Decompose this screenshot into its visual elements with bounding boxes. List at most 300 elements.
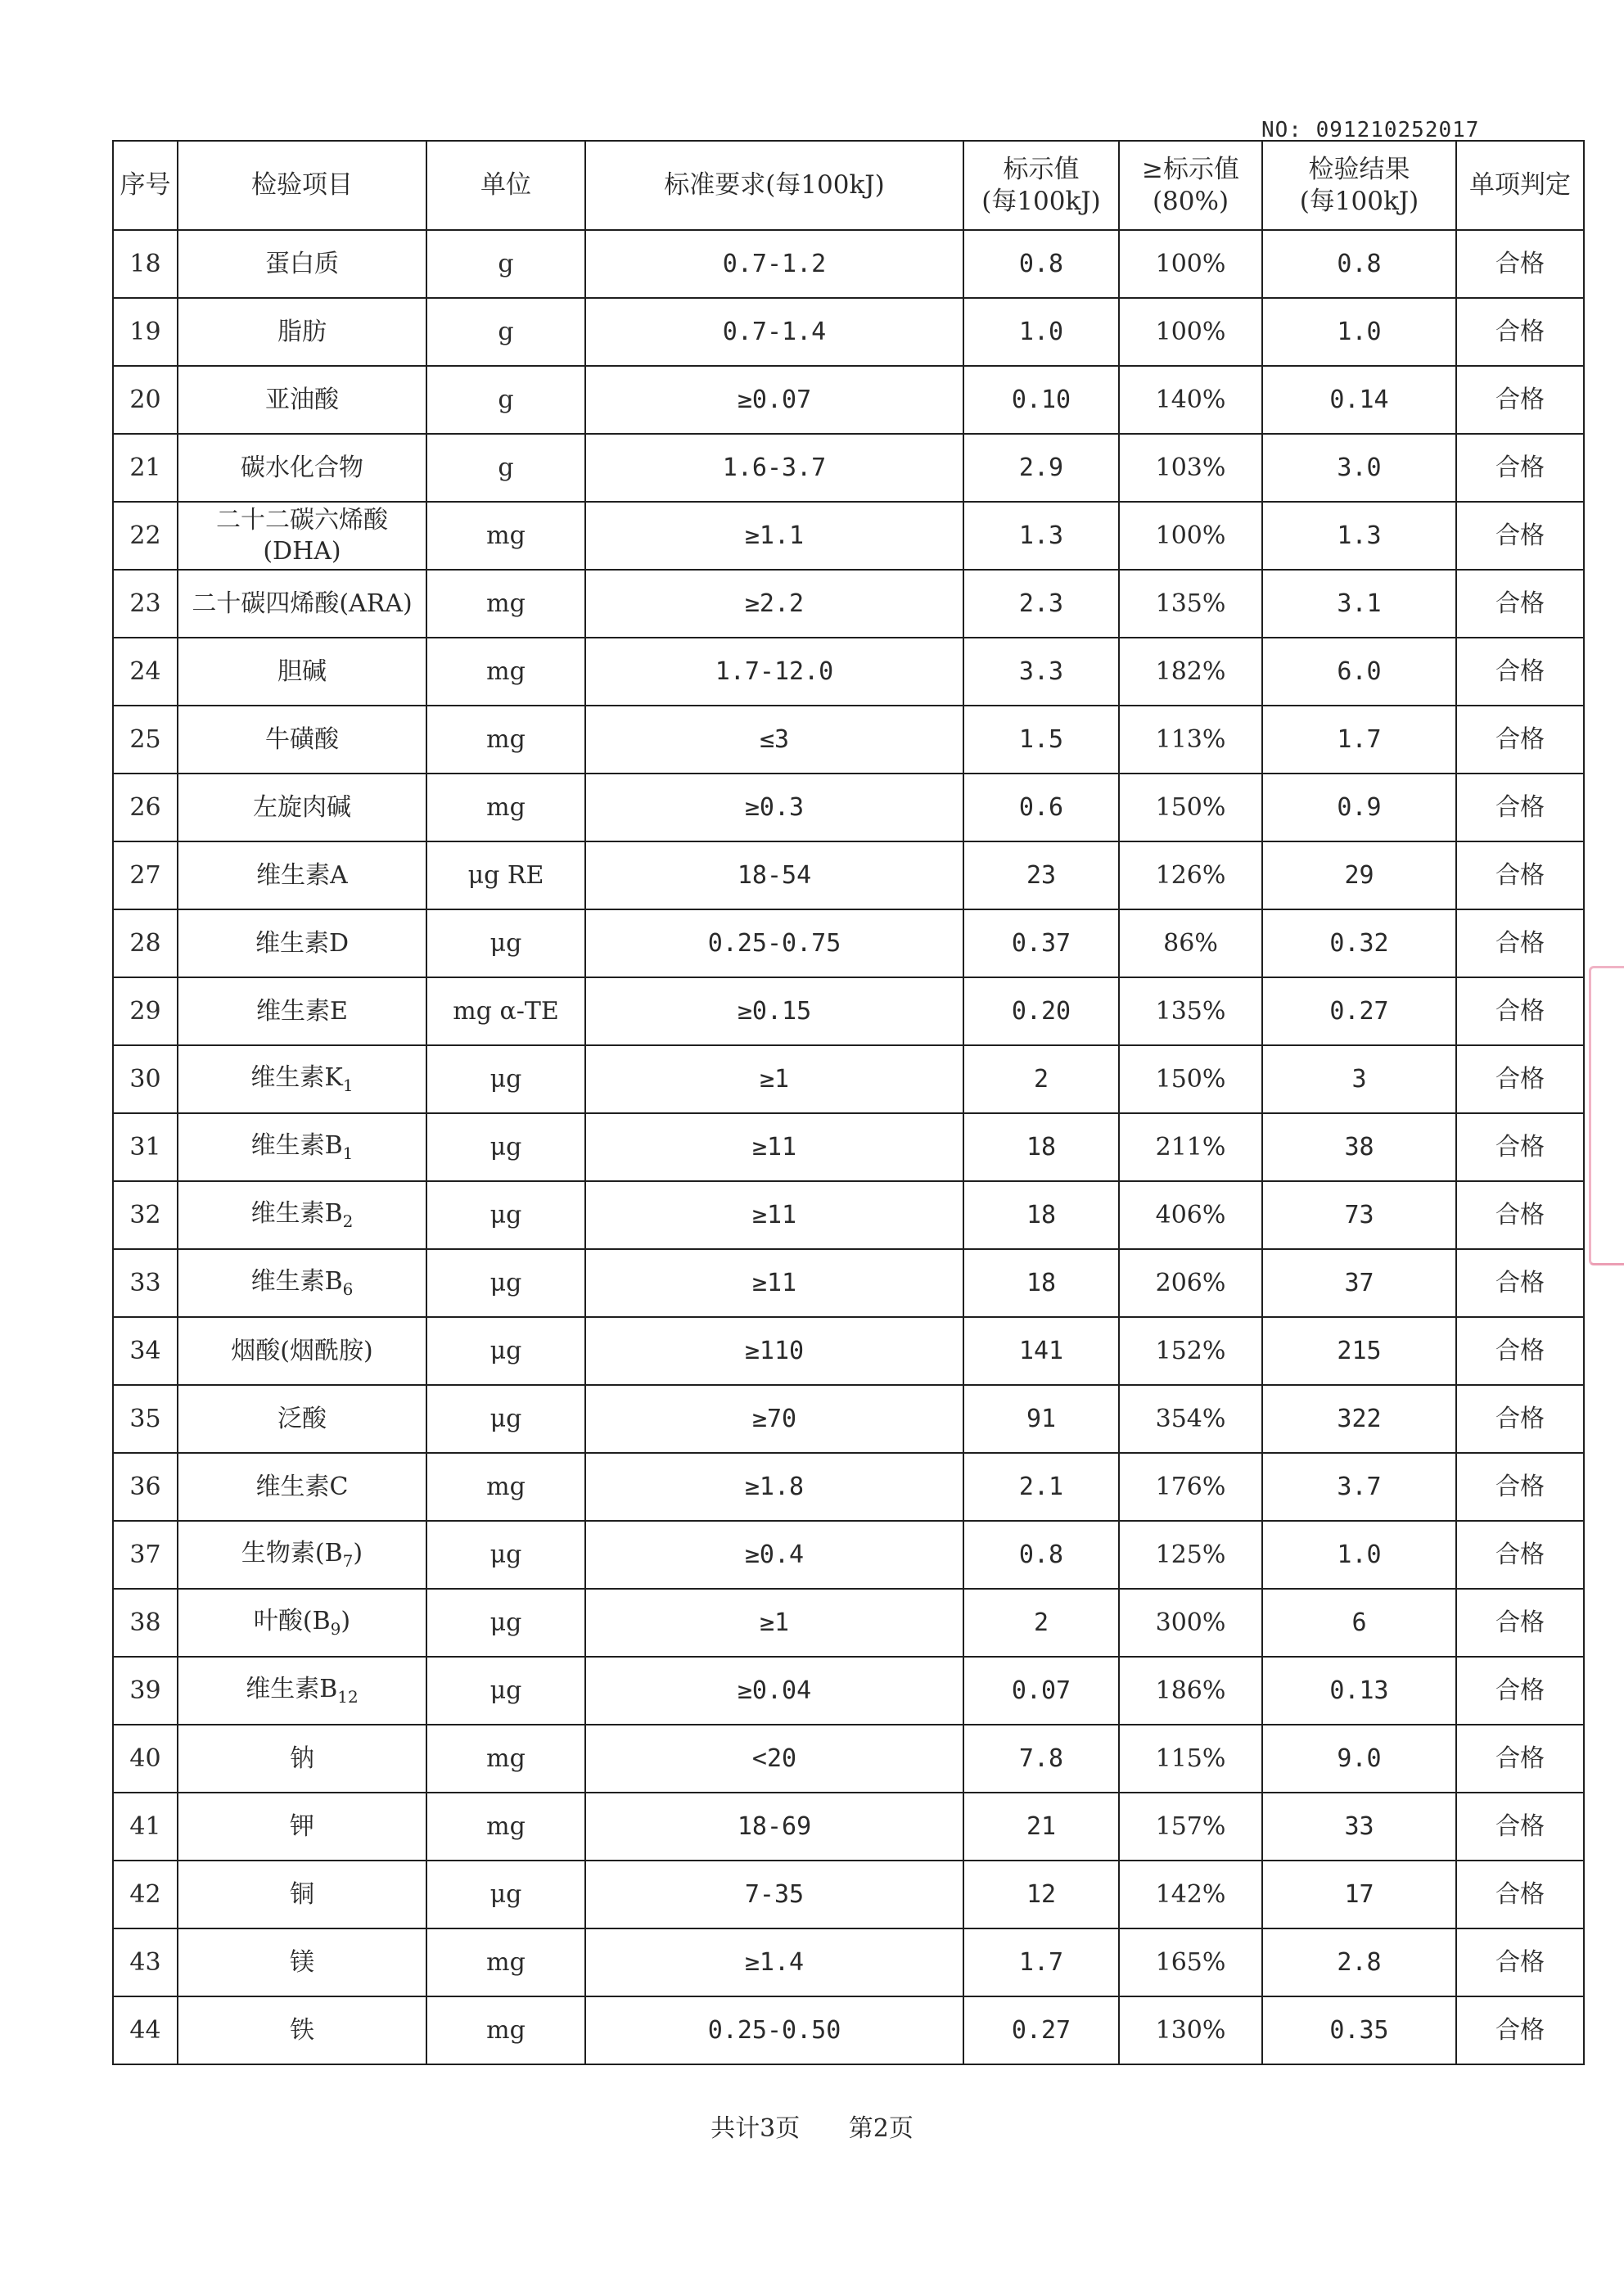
cell-percent: 211%: [1119, 1113, 1262, 1181]
item-name: 胆碱: [277, 656, 327, 686]
cell-labeled-value: 0.8: [963, 230, 1119, 298]
cell-no: 21: [113, 434, 178, 502]
table-row: [113, 1045, 1584, 1113]
cell-labeled-value: 23: [963, 841, 1119, 909]
cell-labeled-value: 0.07: [963, 1657, 1119, 1725]
cell-standard: 0.7-1.2: [585, 230, 963, 298]
cell-result: 0.27: [1262, 977, 1456, 1045]
cell-verdict: 合格: [1456, 774, 1584, 841]
cell-result: 0.14: [1262, 366, 1456, 434]
page-footer: [0, 2108, 1624, 2144]
item-name: 泛酸: [277, 1404, 327, 1433]
cell-item: [178, 841, 426, 909]
cell-no: 41: [113, 1793, 178, 1861]
cell-result: 17: [1262, 1861, 1456, 1928]
cell-verdict: 合格: [1456, 909, 1584, 977]
item-name: 叶酸(B: [253, 1607, 331, 1635]
cell-no: 36: [113, 1453, 178, 1521]
item-name: 生物素(B: [241, 1539, 343, 1568]
cell-unit: μg: [426, 1861, 585, 1928]
header-pct-line2: (80%): [1152, 186, 1229, 216]
cell-standard: ≤3: [585, 706, 963, 774]
table-row: [113, 1589, 1584, 1657]
header-unit: 单位: [426, 141, 585, 230]
table-row: [113, 1181, 1584, 1249]
cell-labeled-value: 0.10: [963, 366, 1119, 434]
table-row: [113, 434, 1584, 502]
cell-labeled-value: 3.3: [963, 638, 1119, 706]
cell-item: [178, 1317, 426, 1385]
cell-unit: μg RE: [426, 841, 585, 909]
table-row: [113, 570, 1584, 638]
cell-verdict: 合格: [1456, 1589, 1584, 1657]
item-name: 牛磺酸: [265, 724, 339, 754]
cell-standard: ≥0.3: [585, 774, 963, 841]
table-row: [113, 706, 1584, 774]
cell-result: 3: [1262, 1045, 1456, 1113]
cell-verdict: 合格: [1456, 1385, 1584, 1453]
cell-percent: 113%: [1119, 706, 1262, 774]
cell-result: 33: [1262, 1793, 1456, 1861]
header-verdict: 单项判定: [1456, 141, 1584, 230]
cell-no: 34: [113, 1317, 178, 1385]
table-row: [113, 1657, 1584, 1725]
cell-standard: 7-35: [585, 1861, 963, 1928]
table-row: [113, 638, 1584, 706]
cell-standard: 1.6-3.7: [585, 434, 963, 502]
cell-labeled-value: 2.1: [963, 1453, 1119, 1521]
cell-labeled-value: 7.8: [963, 1725, 1119, 1793]
header-pct-line1: ≥标示值: [1142, 154, 1239, 184]
cell-no: 32: [113, 1181, 178, 1249]
cell-labeled-value: 2.9: [963, 434, 1119, 502]
cell-no: 22: [113, 502, 178, 570]
cell-unit: mg: [426, 1793, 585, 1861]
cell-item: [178, 1996, 426, 2064]
cell-verdict: 合格: [1456, 1793, 1584, 1861]
table-row: [113, 1249, 1584, 1317]
cell-result: 0.9: [1262, 774, 1456, 841]
cell-labeled-value: 2: [963, 1589, 1119, 1657]
cell-standard: ≥11: [585, 1113, 963, 1181]
item-name: 烟酸(烟酰胺): [231, 1336, 373, 1365]
cell-percent: 150%: [1119, 1045, 1262, 1113]
cell-item: [178, 1589, 426, 1657]
cell-standard: ≥0.07: [585, 366, 963, 434]
item-name: 钾: [290, 1811, 314, 1841]
cell-result: 29: [1262, 841, 1456, 909]
cell-item: [178, 1249, 426, 1317]
cell-labeled-value: 1.0: [963, 298, 1119, 366]
cell-verdict: 合格: [1456, 1657, 1584, 1725]
cell-unit: μg: [426, 1045, 585, 1113]
cell-result: 37: [1262, 1249, 1456, 1317]
cell-labeled-value: 21: [963, 1793, 1119, 1861]
cell-verdict: 合格: [1456, 1725, 1584, 1793]
cell-unit: mg: [426, 774, 585, 841]
cell-item: [178, 774, 426, 841]
cell-percent: 142%: [1119, 1861, 1262, 1928]
cell-standard: 0.25-0.50: [585, 1996, 963, 2064]
cell-result: 322: [1262, 1385, 1456, 1453]
cell-standard: <20: [585, 1725, 963, 1793]
header-labeled-line1: 标示值: [1003, 154, 1080, 184]
item-name: 亚油酸: [265, 385, 339, 414]
item-name: 维生素E: [256, 996, 348, 1026]
cell-item: [178, 1045, 426, 1113]
cell-no: 43: [113, 1928, 178, 1996]
cell-no: 37: [113, 1521, 178, 1589]
cell-verdict: 合格: [1456, 1249, 1584, 1317]
cell-unit: μg: [426, 1249, 585, 1317]
cell-item: [178, 1928, 426, 1996]
table-row: [113, 1317, 1584, 1385]
table-row: [113, 1928, 1584, 1996]
cell-no: 26: [113, 774, 178, 841]
cell-no: 33: [113, 1249, 178, 1317]
cell-labeled-value: 1.3: [963, 502, 1119, 570]
cell-standard: ≥1.4: [585, 1928, 963, 1996]
cell-verdict: 合格: [1456, 1928, 1584, 1996]
cell-labeled-value: 0.20: [963, 977, 1119, 1045]
cell-item: [178, 1453, 426, 1521]
cell-standard: ≥0.04: [585, 1657, 963, 1725]
header-labeled-value: [963, 141, 1119, 230]
cell-no: 40: [113, 1725, 178, 1793]
table-row: [113, 502, 1584, 570]
cell-labeled-value: 141: [963, 1317, 1119, 1385]
cell-result: 73: [1262, 1181, 1456, 1249]
cell-item: [178, 909, 426, 977]
cell-item: [178, 366, 426, 434]
cell-verdict: 合格: [1456, 298, 1584, 366]
cell-item: [178, 1181, 426, 1249]
cell-percent: 152%: [1119, 1317, 1262, 1385]
cell-result: 1.3: [1262, 502, 1456, 570]
cell-percent: 300%: [1119, 1589, 1262, 1657]
item-name: 维生素B: [246, 1675, 338, 1703]
item-name: 二十二碳六烯酸: [216, 506, 388, 535]
cell-unit: mg: [426, 1996, 585, 2064]
cell-verdict: 合格: [1456, 366, 1584, 434]
cell-no: 20: [113, 366, 178, 434]
cell-item: [178, 1657, 426, 1725]
cell-labeled-value: 2.3: [963, 570, 1119, 638]
cell-labeled-value: 18: [963, 1181, 1119, 1249]
cell-percent: 130%: [1119, 1996, 1262, 2064]
cell-no: 24: [113, 638, 178, 706]
cell-standard: ≥110: [585, 1317, 963, 1385]
cell-unit: mg α-TE: [426, 977, 585, 1045]
table-row: [113, 1793, 1584, 1861]
cell-unit: μg: [426, 1385, 585, 1453]
item-name: 脂肪: [277, 317, 327, 346]
cell-standard: ≥11: [585, 1181, 963, 1249]
cell-verdict: 合格: [1456, 1861, 1584, 1928]
table-row: [113, 909, 1584, 977]
cell-item: [178, 1793, 426, 1861]
cell-labeled-value: 0.8: [963, 1521, 1119, 1589]
cell-result: 3.0: [1262, 434, 1456, 502]
cell-verdict: 合格: [1456, 841, 1584, 909]
cell-verdict: 合格: [1456, 638, 1584, 706]
item-subscript: 12: [337, 1687, 359, 1707]
cell-no: 35: [113, 1385, 178, 1453]
item-name: 维生素B: [250, 1199, 343, 1228]
cell-percent: 140%: [1119, 366, 1262, 434]
cell-verdict: 合格: [1456, 1996, 1584, 2064]
cell-percent: 157%: [1119, 1793, 1262, 1861]
cell-percent: 176%: [1119, 1453, 1262, 1521]
item-name: 碳水化合物: [241, 453, 363, 482]
cell-no: 28: [113, 909, 178, 977]
table-row: [113, 1521, 1584, 1589]
cell-verdict: 合格: [1456, 502, 1584, 570]
cell-item: [178, 298, 426, 366]
cell-labeled-value: 0.6: [963, 774, 1119, 841]
cell-percent: 125%: [1119, 1521, 1262, 1589]
cell-unit: mg: [426, 638, 585, 706]
header-result-line2: (每100kJ): [1299, 186, 1419, 216]
cell-no: 18: [113, 230, 178, 298]
cell-item: [178, 1725, 426, 1793]
cell-no: 42: [113, 1861, 178, 1928]
item-subscript: 2: [342, 1211, 354, 1231]
cell-no: 30: [113, 1045, 178, 1113]
table-row: [113, 366, 1584, 434]
cell-percent: 100%: [1119, 298, 1262, 366]
cell-percent: 115%: [1119, 1725, 1262, 1793]
table-row: [113, 1725, 1584, 1793]
cell-labeled-value: 18: [963, 1249, 1119, 1317]
cell-labeled-value: 91: [963, 1385, 1119, 1453]
cell-result: 9.0: [1262, 1725, 1456, 1793]
cell-labeled-value: 1.5: [963, 706, 1119, 774]
cell-labeled-value: 18: [963, 1113, 1119, 1181]
table-row: [113, 298, 1584, 366]
inspection-results-table: [112, 140, 1585, 2065]
cell-no: 31: [113, 1113, 178, 1181]
cell-item: [178, 502, 426, 570]
cell-unit: mg: [426, 1725, 585, 1793]
cell-no: 23: [113, 570, 178, 638]
item-name: 维生素B: [250, 1267, 343, 1296]
table-row: [113, 230, 1584, 298]
cell-no: 44: [113, 1996, 178, 2064]
item-suffix: ): [353, 1539, 363, 1568]
item-name: 铁: [290, 2015, 314, 2045]
cell-no: 38: [113, 1589, 178, 1657]
cell-labeled-value: 1.7: [963, 1928, 1119, 1996]
cell-percent: 354%: [1119, 1385, 1262, 1453]
cell-unit: μg: [426, 1589, 585, 1657]
cell-unit: μg: [426, 1317, 585, 1385]
cell-result: 1.7: [1262, 706, 1456, 774]
cell-unit: μg: [426, 1521, 585, 1589]
cell-standard: 18-69: [585, 1793, 963, 1861]
cell-standard: ≥1.1: [585, 502, 963, 570]
item-subscript: 7: [342, 1551, 354, 1571]
item-name: 维生素A: [256, 860, 348, 890]
cell-percent: 182%: [1119, 638, 1262, 706]
cell-item: [178, 1861, 426, 1928]
cell-percent: 186%: [1119, 1657, 1262, 1725]
cell-unit: mg: [426, 570, 585, 638]
cell-item: [178, 1385, 426, 1453]
item-name-line2: (DHA): [263, 536, 341, 566]
item-name: 二十碳四烯酸(ARA): [192, 589, 413, 618]
cell-result: 0.32: [1262, 909, 1456, 977]
cell-standard: ≥70: [585, 1385, 963, 1453]
cell-unit: mg: [426, 502, 585, 570]
cell-item: [178, 638, 426, 706]
item-name: 维生素C: [255, 1472, 349, 1501]
item-name: 镁: [290, 1947, 314, 1977]
cell-item: [178, 434, 426, 502]
item-subscript: 9: [330, 1619, 341, 1639]
cell-unit: mg: [426, 1928, 585, 1996]
header-result-line1: 检验结果: [1308, 154, 1410, 184]
cell-no: 19: [113, 298, 178, 366]
cell-standard: ≥1: [585, 1589, 963, 1657]
cell-unit: μg: [426, 909, 585, 977]
cell-percent: 100%: [1119, 502, 1262, 570]
table-row: [113, 1996, 1584, 2064]
cell-unit: μg: [426, 1181, 585, 1249]
cell-standard: 1.7-12.0: [585, 638, 963, 706]
table-header: [113, 141, 1584, 230]
table-body: [113, 230, 1584, 2064]
cell-standard: 18-54: [585, 841, 963, 909]
cell-unit: μg: [426, 1657, 585, 1725]
header-no: 序号: [113, 141, 178, 230]
cell-verdict: 合格: [1456, 1521, 1584, 1589]
cell-result: 2.8: [1262, 1928, 1456, 1996]
item-name: 维生素B: [250, 1131, 343, 1160]
header-item: 检验项目: [178, 141, 426, 230]
item-name: 维生素K: [250, 1063, 343, 1092]
item-name: 蛋白质: [265, 249, 339, 278]
cell-verdict: 合格: [1456, 1453, 1584, 1521]
cell-labeled-value: 2: [963, 1045, 1119, 1113]
cell-standard: ≥2.2: [585, 570, 963, 638]
table-row: [113, 774, 1584, 841]
cell-standard: 0.25-0.75: [585, 909, 963, 977]
cell-result: 6.0: [1262, 638, 1456, 706]
cell-standard: ≥0.4: [585, 1521, 963, 1589]
table-row: [113, 1453, 1584, 1521]
cell-labeled-value: 0.27: [963, 1996, 1119, 2064]
cell-percent: 150%: [1119, 774, 1262, 841]
cell-percent: 103%: [1119, 434, 1262, 502]
item-name: 维生素D: [255, 928, 350, 958]
table-row: [113, 1385, 1584, 1453]
cell-labeled-value: 12: [963, 1861, 1119, 1928]
cell-unit: mg: [426, 706, 585, 774]
cell-verdict: 合格: [1456, 1045, 1584, 1113]
header-percent-of-label: [1119, 141, 1262, 230]
cell-standard: ≥1: [585, 1045, 963, 1113]
cell-labeled-value: 0.37: [963, 909, 1119, 977]
cell-percent: 406%: [1119, 1181, 1262, 1249]
cell-percent: 135%: [1119, 977, 1262, 1045]
cell-result: 0.13: [1262, 1657, 1456, 1725]
header-labeled-line2: (每100kJ): [981, 186, 1101, 216]
cell-item: [178, 1113, 426, 1181]
cell-percent: 135%: [1119, 570, 1262, 638]
cell-unit: mg: [426, 1453, 585, 1521]
red-stamp-fragment: [1589, 966, 1624, 1265]
cell-verdict: 合格: [1456, 706, 1584, 774]
cell-unit: g: [426, 366, 585, 434]
item-subscript: 6: [342, 1279, 354, 1299]
header-standard: 标准要求(每100kJ): [585, 141, 963, 230]
cell-percent: 126%: [1119, 841, 1262, 909]
total-pages: 共计3页: [710, 2114, 801, 2143]
table-row: [113, 1113, 1584, 1181]
cell-item: [178, 230, 426, 298]
cell-standard: 0.7-1.4: [585, 298, 963, 366]
cell-unit: g: [426, 230, 585, 298]
item-name: 左旋肉碱: [253, 792, 351, 822]
cell-verdict: 合格: [1456, 977, 1584, 1045]
cell-verdict: 合格: [1456, 1113, 1584, 1181]
cell-result: 6: [1262, 1589, 1456, 1657]
item-subscript: 1: [342, 1143, 354, 1163]
cell-result: 38: [1262, 1113, 1456, 1181]
cell-unit: g: [426, 298, 585, 366]
cell-verdict: 合格: [1456, 1317, 1584, 1385]
item-suffix: ): [341, 1607, 351, 1635]
cell-item: [178, 706, 426, 774]
cell-verdict: 合格: [1456, 570, 1584, 638]
cell-standard: ≥0.15: [585, 977, 963, 1045]
cell-result: 215: [1262, 1317, 1456, 1385]
cell-result: 3.1: [1262, 570, 1456, 638]
cell-item: [178, 1521, 426, 1589]
cell-result: 1.0: [1262, 1521, 1456, 1589]
item-name: 铜: [290, 1879, 314, 1909]
cell-no: 27: [113, 841, 178, 909]
cell-result: 1.0: [1262, 298, 1456, 366]
header-row: [113, 141, 1584, 230]
cell-no: 29: [113, 977, 178, 1045]
cell-verdict: 合格: [1456, 1181, 1584, 1249]
cell-item: [178, 570, 426, 638]
cell-result: 3.7: [1262, 1453, 1456, 1521]
table-row: [113, 1861, 1584, 1928]
table-row: [113, 977, 1584, 1045]
cell-percent: 100%: [1119, 230, 1262, 298]
header-result: [1262, 141, 1456, 230]
cell-standard: ≥1.8: [585, 1453, 963, 1521]
cell-percent: 206%: [1119, 1249, 1262, 1317]
table-row: [113, 841, 1584, 909]
report-number: NO: 091210252017: [1261, 118, 1480, 142]
cell-item: [178, 977, 426, 1045]
cell-verdict: 合格: [1456, 434, 1584, 502]
cell-percent: 86%: [1119, 909, 1262, 977]
item-subscript: 1: [342, 1076, 354, 1095]
cell-percent: 165%: [1119, 1928, 1262, 1996]
cell-result: 0.35: [1262, 1996, 1456, 2064]
cell-no: 39: [113, 1657, 178, 1725]
cell-unit: μg: [426, 1113, 585, 1181]
item-name: 钠: [290, 1743, 314, 1773]
cell-result: 0.8: [1262, 230, 1456, 298]
cell-verdict: 合格: [1456, 230, 1584, 298]
cell-standard: ≥11: [585, 1249, 963, 1317]
